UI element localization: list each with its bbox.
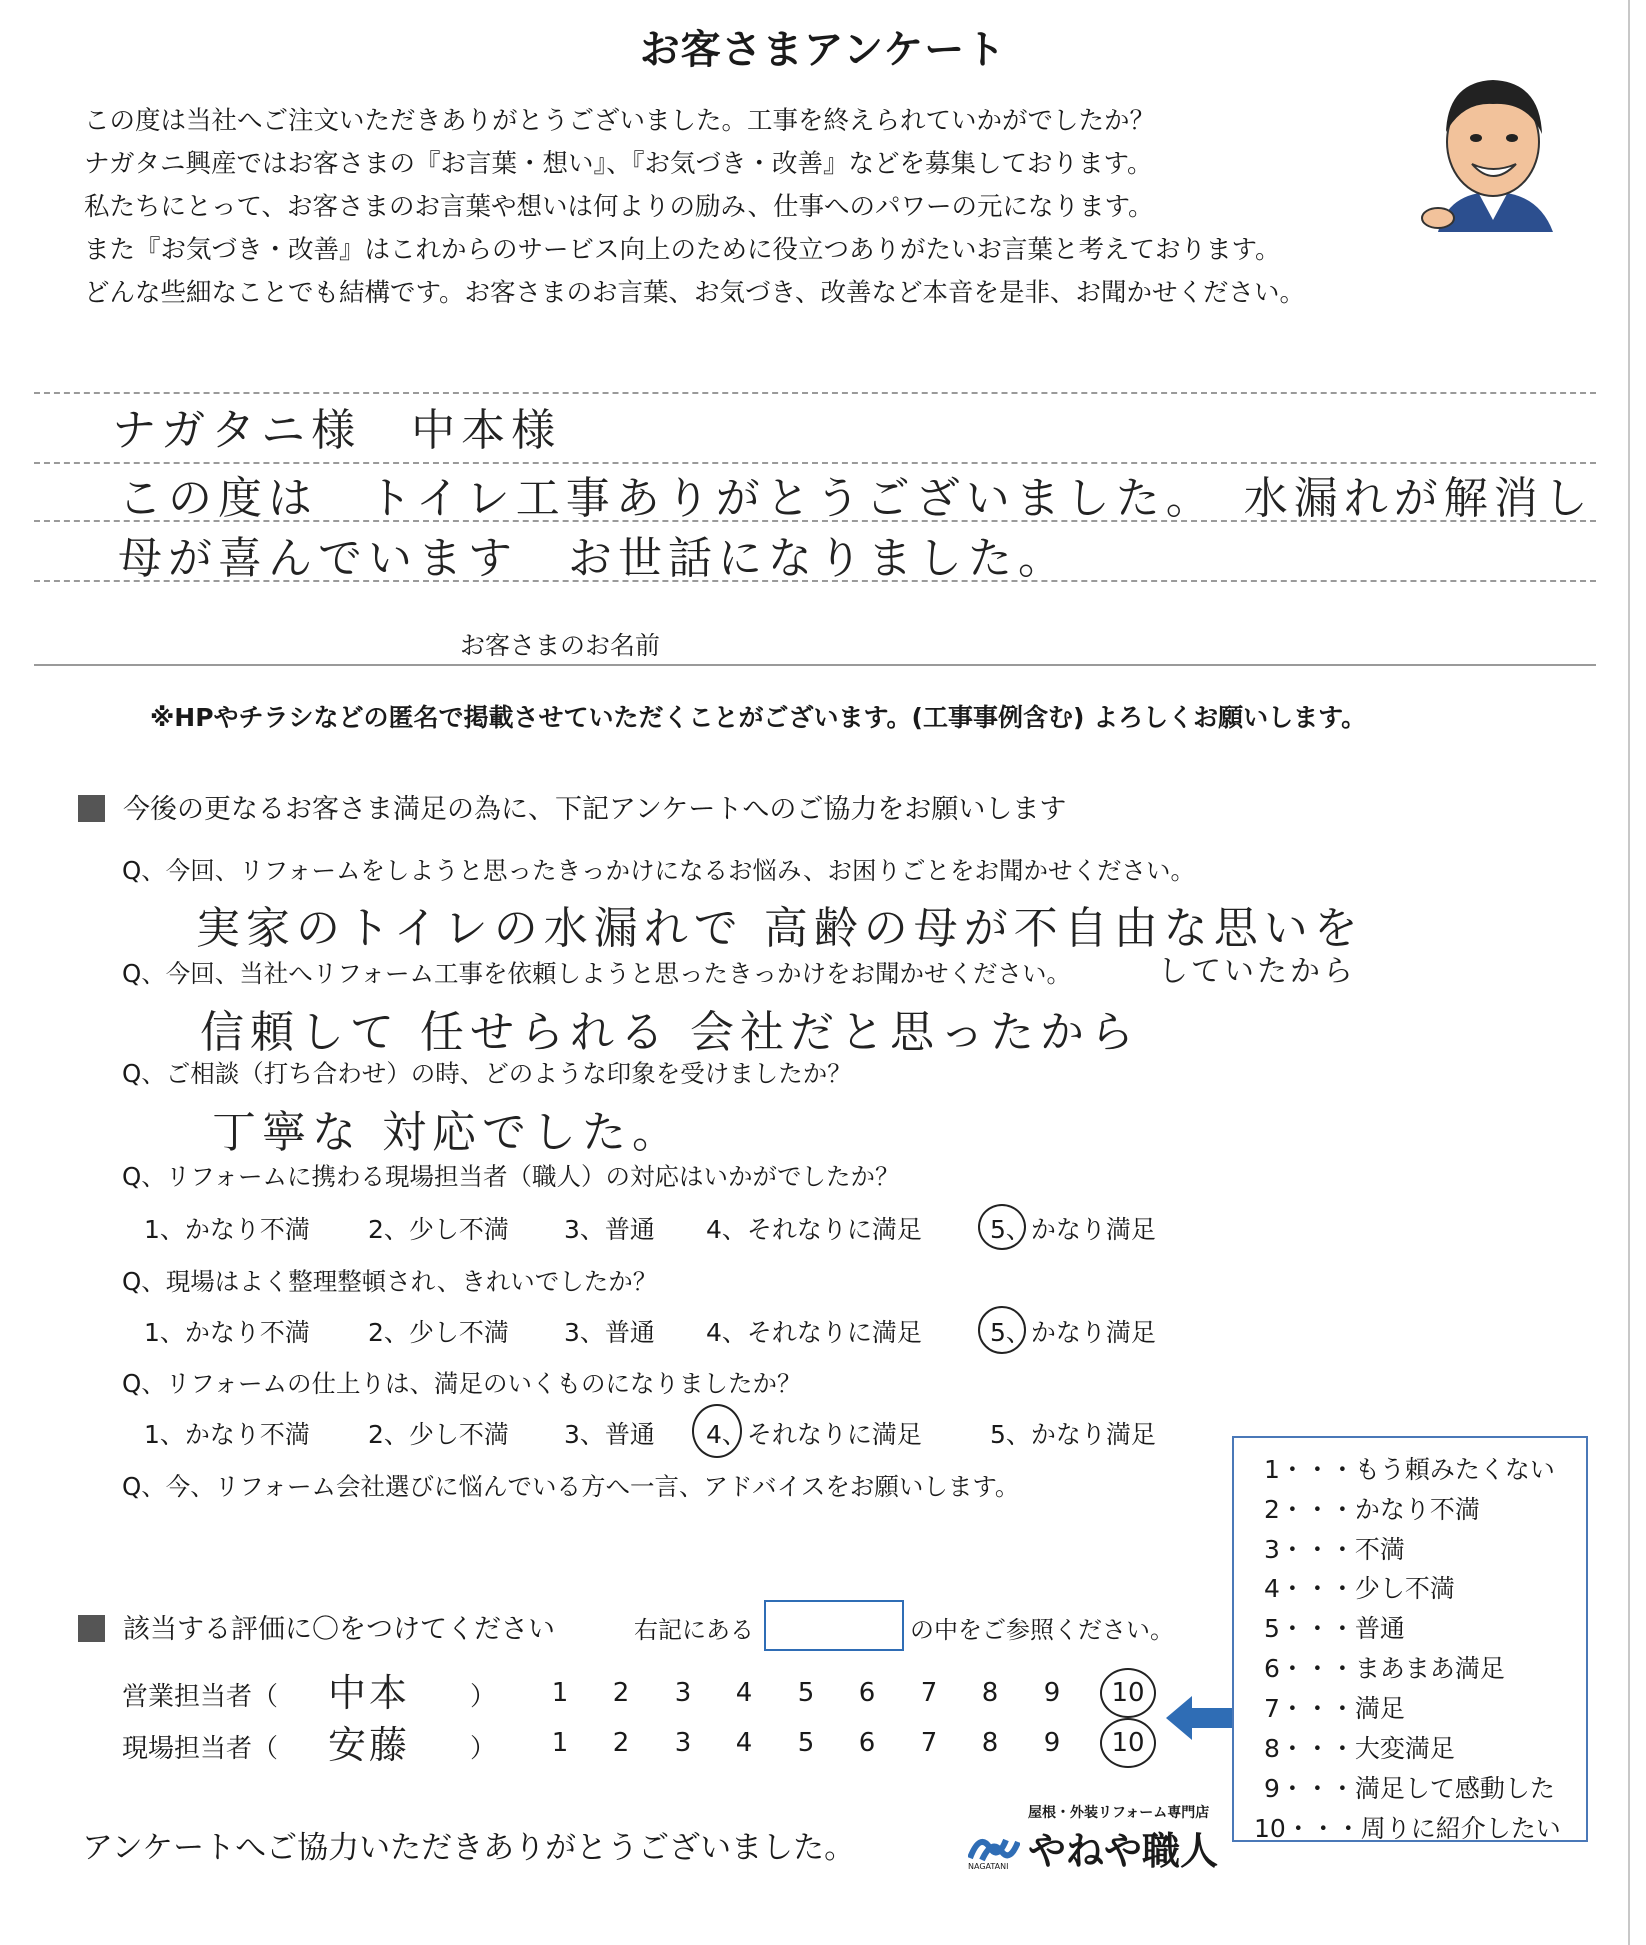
question-1: Q、今回、リフォームをしようと思ったきっかけになるお悩み、お困りごとをお聞かせください。 [122, 856, 1196, 885]
intro-line: 私たちにとって、お客さまのお言葉や想いは何よりの励み、仕事へのパワーの元になります。 [84, 192, 1154, 222]
question-6: Q、リフォームの仕上りは、満足のいくものになりましたか？ [122, 1369, 802, 1398]
option-5[interactable]: 5、かなり満足 [990, 1318, 1156, 1347]
rating-2[interactable]: 2 [612, 1728, 630, 1758]
wave-logo-icon [968, 1828, 1020, 1862]
rating-7[interactable]: 7 [920, 1728, 938, 1758]
rating-1[interactable]: 1 [551, 1678, 569, 1708]
option-3[interactable]: 3、普通 [564, 1420, 655, 1449]
question-3: Q、ご相談（打ち合わせ）の時、どのような印象を受けましたか？ [122, 1059, 852, 1088]
intro-line: また『お気づき・改善』はこれからのサービス向上のために役立つありがたいお言葉と考えております。 [84, 235, 1281, 265]
comment-line: ナガタニ様 中本様 [112, 405, 562, 456]
option-2[interactable]: 2、少し不満 [368, 1215, 509, 1244]
selected-circle [692, 1404, 742, 1458]
option-1[interactable]: 1、かなり不満 [144, 1215, 310, 1244]
anonymity-notice: ※HPやチラシなどの匿名で掲載させていただくことがございます。(工事事例含む) よろしくお願いします。 [150, 703, 1367, 732]
legend-item: 2・・・かなり不満 [1264, 1495, 1480, 1524]
logo-name: やねや職人 [1028, 1829, 1219, 1873]
answer-3: 丁寧な 対応でした。 [212, 1107, 682, 1158]
answer-2: 信頼して 任せられる 会社だと思ったから [200, 1007, 1140, 1058]
answer-1-continued: していたから [1158, 954, 1356, 989]
option-4[interactable]: 4、それなりに満足 [706, 1318, 922, 1347]
rating-legend-box [1232, 1436, 1588, 1842]
option-3[interactable]: 3、普通 [564, 1318, 655, 1347]
comment-line: 母が喜んでいます お世話になりました。 [118, 533, 1068, 584]
rating-4[interactable]: 4 [735, 1678, 753, 1708]
rating-heading [78, 1607, 555, 1646]
company-logo [968, 1802, 1219, 1873]
option-3[interactable]: 3、普通 [564, 1215, 655, 1244]
rating-2[interactable]: 2 [612, 1678, 630, 1708]
question-4: Q、リフォームに携わる現場担当者（職人）の対応はいかがでしたか？ [122, 1162, 900, 1191]
legend-item: 1・・・もう頼みたくない [1264, 1455, 1555, 1484]
option-2[interactable]: 2、少し不満 [368, 1420, 509, 1449]
rating-3[interactable]: 3 [674, 1678, 692, 1708]
rating-reference-post: の中をご参照ください。 [910, 1616, 1174, 1644]
rating-3[interactable]: 3 [674, 1728, 692, 1758]
sales-rep-label: 営業担当者（ [122, 1682, 279, 1712]
square-bullet-icon [78, 1615, 105, 1642]
rating-5[interactable]: 5 [797, 1678, 815, 1708]
rating-9[interactable]: 9 [1043, 1728, 1061, 1758]
rating-6[interactable]: 6 [858, 1728, 876, 1758]
reference-box [764, 1600, 904, 1651]
question-7: Q、今、リフォーム会社選びに悩んでいる方へ一言、アドバイスをお願いします。 [122, 1472, 1020, 1501]
page-title: お客さまアンケート [639, 27, 1007, 73]
rating-7[interactable]: 7 [920, 1678, 938, 1708]
rating-6[interactable]: 6 [858, 1678, 876, 1708]
legend-item: 8・・・大変満足 [1264, 1734, 1455, 1763]
rating-9[interactable]: 9 [1043, 1678, 1061, 1708]
close-paren: ） [470, 1734, 497, 1764]
close-paren: ） [470, 1682, 497, 1712]
answer-1: 実家のトイレの水漏れで 高齢の母が不自由な思いを [196, 903, 1364, 954]
square-bullet-icon [78, 795, 105, 822]
survey-heading [78, 787, 1066, 826]
rating-8[interactable]: 8 [981, 1678, 999, 1708]
option-4[interactable]: 4、それなりに満足 [706, 1420, 922, 1449]
legend-item: 4・・・少し不満 [1264, 1574, 1455, 1603]
comment-line: この度は トイレ工事ありがとうございました。 水漏れが解消し [118, 473, 1594, 524]
rating-10[interactable]: 10 [1111, 1728, 1145, 1758]
option-4[interactable]: 4、それなりに満足 [706, 1215, 922, 1244]
question-5: Q、現場はよく整理整頓され、きれいでしたか？ [122, 1267, 658, 1296]
intro-line: ナガタニ興産ではお客さまの『お言葉・想い』、『お気づき・改善』などを募集しております。 [84, 149, 1153, 179]
site-rep-label: 現場担当者（ [122, 1734, 279, 1764]
option-1[interactable]: 1、かなり不満 [144, 1420, 310, 1449]
option-2[interactable]: 2、少し不満 [368, 1318, 509, 1347]
option-1[interactable]: 1、かなり不満 [144, 1318, 310, 1347]
sales-rep-name: 中本 [328, 1671, 411, 1715]
legend-item: 3・・・不満 [1264, 1535, 1405, 1564]
intro-text [84, 100, 1305, 315]
intro-line: どんな些細なことでも結構です。お客さまのお言葉、お気づき、改善など本音を是非、お聞かせください。 [84, 278, 1305, 308]
survey-heading-text: 今後の更なるお客さま満足の為に、下記アンケートへのご協力をお願いします [123, 794, 1067, 825]
rating-10[interactable]: 10 [1111, 1678, 1145, 1708]
thank-you-message: アンケートへご協力いただきありがとうございました。 [82, 1830, 856, 1866]
rating-5[interactable]: 5 [797, 1728, 815, 1758]
staff-caricature-illustration [1418, 52, 1568, 242]
divider [34, 664, 1596, 666]
logo-brand: NAGATANI [968, 1862, 1009, 1871]
selected-circle [978, 1306, 1026, 1354]
customer-name-label: お客さまのお名前 [460, 631, 661, 660]
legend-item: 6・・・まあまあ満足 [1264, 1654, 1505, 1683]
rating-8[interactable]: 8 [981, 1728, 999, 1758]
option-5[interactable]: 5、かなり満足 [990, 1215, 1156, 1244]
intro-line: この度は当社へご注文いただきありがとうございました。工事を終えられていかがでしたか？ [84, 106, 1156, 136]
question-2: Q、今回、当社へリフォーム工事を依頼しようと思ったきっかけをお聞かせください。 [122, 959, 1072, 988]
page-edge [1628, 0, 1630, 1945]
rating-4[interactable]: 4 [735, 1728, 753, 1758]
selected-circle [1100, 1718, 1156, 1768]
rating-1[interactable]: 1 [551, 1728, 569, 1758]
selected-circle [1100, 1668, 1156, 1718]
legend-item: 10・・・周りに紹介したい [1254, 1814, 1561, 1843]
legend-item: 9・・・満足して感動した [1264, 1774, 1555, 1803]
legend-item: 7・・・満足 [1264, 1694, 1405, 1723]
rating-heading-text: 該当する評価に〇をつけてください [123, 1614, 555, 1645]
option-5[interactable]: 5、かなり満足 [990, 1420, 1156, 1449]
arrow-left-icon [1166, 1694, 1234, 1742]
selected-circle [978, 1204, 1026, 1250]
legend-item: 5・・・普通 [1264, 1614, 1405, 1643]
logo-tagline: 屋根・外装リフォーム専門店 [1028, 1805, 1210, 1821]
rating-reference-pre: 右記にある [634, 1616, 754, 1644]
site-rep-name: 安藤 [328, 1723, 411, 1767]
